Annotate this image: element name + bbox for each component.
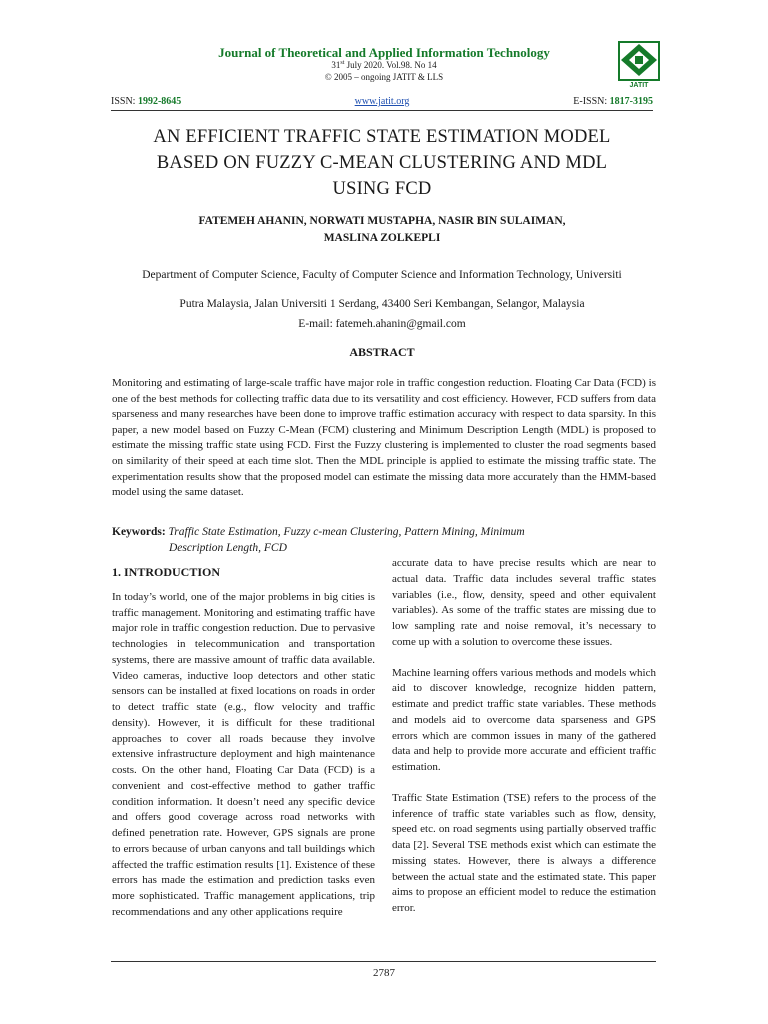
issn-label: ISSN: (111, 96, 138, 107)
title-line: USING FCD (332, 179, 432, 199)
keywords-label: Keywords: (112, 526, 166, 538)
keywords-line: Description Length, FCD (169, 542, 287, 554)
eissn (573, 96, 653, 107)
issue-day-suffix: st (340, 60, 345, 66)
title-line: BASED ON FUZZY C-MEAN CLUSTERING AND MDL (156, 153, 608, 173)
issn-value: 1992-8645 (137, 96, 182, 107)
logo-text: JATIT (629, 82, 649, 89)
page-number: 2787 (373, 967, 395, 979)
footer-divider (111, 961, 656, 962)
authors (111, 213, 653, 247)
issue-day: 31 (331, 60, 341, 70)
left-column (112, 565, 375, 921)
keywords-line: Traffic State Estimation, Fuzzy c-mean Clustering, Pattern Mining, Minimum (168, 526, 525, 538)
abstract-heading: ABSTRACT (349, 345, 415, 359)
logo-icon (617, 40, 661, 82)
journal-logo (617, 40, 661, 90)
paragraph: In today’s world, one of the major problems in big cities is traffic management. Monitoring and estimating traffic have major role in traffic congestion reduction. Due to pervasive technologies in telecommunication and transportation systems, there are massive amount of traffic data available. Video cameras, inductive loop detectors and other static sensors can be installed at fixed locations on roads in order to detect traffic state (e.g., flow velocity and traffic density). However, it is difficult for these traditional approaches to cover all roads because they involve extensive infrastructure deployment and high maintenance costs. On the other hand, Floating Car Data (FCD) is a convenient and cost-effective method to gather traffic condition information. It doesn’t need any specific device and offers good coverage across road networks with defined penetration rate. However, GPS signals are prone to errors because of urban canyons and tall buildings which affected the traffic estimation results [1]. Existence of these errors has made the estimation and prediction tasks even more sophisticated. Traffic management applications, trip recommendations and any other applications require (112, 590, 375, 918)
author-line: MASLINA ZOLKEPLI (323, 232, 441, 244)
paper-title (111, 124, 653, 202)
eissn-label: E-ISSN: (573, 96, 610, 107)
paragraph: Machine learning offers various methods and models which aid to discover knowledge, recognize hidden pattern, estimate and predict traffic state variables. These methods and models aid to overcome data sparseness and GPS errors which are common issues in many of the gathered data and help to provide more accurate and efficient traffic estimation. (392, 666, 656, 773)
section-heading: 1. INTRODUCTION (112, 565, 221, 579)
header-divider (111, 110, 653, 111)
title-line: AN EFFICIENT TRAFFIC STATE ESTIMATION MODEL (153, 127, 611, 147)
affiliation-line: Putra Malaysia, Jalan Universiti 1 Serdang, 43400 Seri Kembangan, Selangor, Malaysia (179, 298, 585, 310)
issue-rest: July 2020. Vol.98. No 14 (344, 60, 437, 70)
journal-website-link[interactable]: www.jatit.org (354, 96, 410, 107)
paragraph: Traffic State Estimation (TSE) refers to the process of the inference of traffic state variables such as flow, density, speed etc. on road segments using partially observed traffic data [2]. Several TSE methods exist which can estimate the missing states. However, there is always a difference between the actual state and the estimated state. This paper aims to propose an efficient model to reduce the estimation error. (392, 791, 656, 914)
paragraph: accurate data to have precise results which are near to actual data. Traffic data includes several traffic states variables (i.e., flow, density, speed and other equivalent variables). As some of the traffic states are missing due to low sampling rate and noise removal, it’s necessary to come up with a solution to overcome these issues. (392, 557, 656, 648)
eissn-value: 1817-3195 (609, 96, 653, 107)
keywords (112, 524, 656, 556)
journal-name: Journal of Theoretical and Applied Information Technology (218, 45, 550, 60)
right-column (392, 556, 656, 917)
copyright: © 2005 – ongoing JATIT & LLS (324, 72, 444, 82)
author-line: FATEMEH AHANIN, NORWATI MUSTAPHA, NASIR BIN SULAIMAN, (198, 215, 566, 227)
abstract-text: Monitoring and estimating of large-scale traffic have major role in traffic congestion reduction. Floating Car Data (FCD) is one of the best methods for collecting traffic data due to its versatility and cost efficiency. However, FCD suffers from data sparseness and many researches have been done to improve traffic estimation accuracy with respect to data sparsity. In this paper, a new model based on Fuzzy C-Mean (FCM) clustering and Minimum Description Length (MDL) is proposed to estimate the missing traffic state using FCD. First the Fuzzy clustering is implemented to cluster the road segments based on similarity of their speed at each time slot. Then the MDL principle is applied to estimate the missing traffic state. The experimentation results show that the proposed model can estimate the missing data more accurately than the HMM-based model using the same dataset. (112, 377, 656, 499)
affiliation-line: Department of Computer Science, Faculty of Computer Science and Information Technology, Universiti (142, 269, 622, 281)
affiliation (111, 261, 653, 319)
email: E-mail: fatemeh.ahanin@gmail.com (298, 318, 466, 330)
